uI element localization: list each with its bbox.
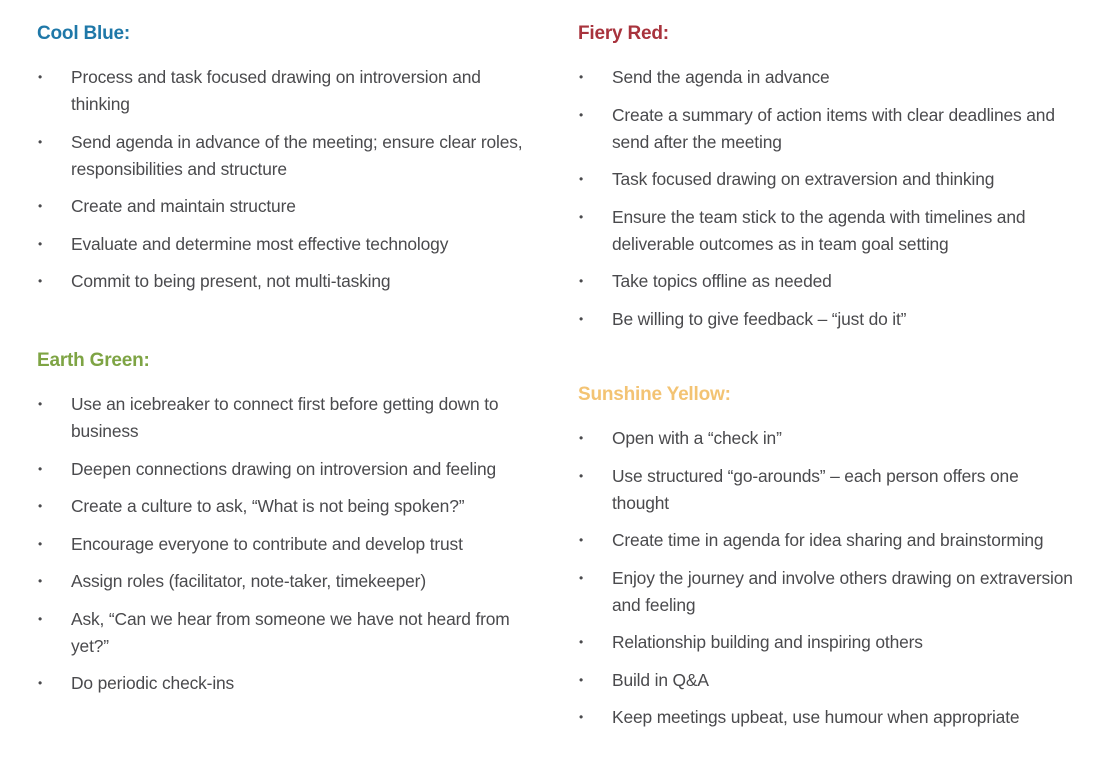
- section-heading-earth-green: Earth Green:: [37, 350, 150, 371]
- bullet-list-sunshine-yellow: [578, 425, 1078, 731]
- bullet-icon: •: [579, 274, 584, 288]
- list-item-text: Create time in agenda for idea sharing and brainstorming: [612, 530, 1044, 550]
- list-item-text: Evaluate and determine most effective technology: [71, 233, 449, 254]
- bullet-icon: •: [38, 70, 43, 84]
- list-item: [578, 565, 1078, 619]
- bullet-icon: •: [579, 468, 584, 483]
- bullet-icon: •: [38, 574, 43, 588]
- list-item: [578, 102, 1078, 156]
- list-item: [578, 166, 1078, 193]
- list-item-text: Ensure the team stick to the agenda with timelines and deliverable outcomes as in team goal setting: [612, 206, 1026, 254]
- list-item-text: Keep meetings upbeat, use humour when appropriate: [612, 707, 1020, 727]
- list-item-text: Create a summary of action items with clear deadlines and send after the meeting: [612, 104, 1055, 152]
- section-heading-cool-blue: Cool Blue:: [37, 23, 130, 44]
- list-item: [578, 667, 1078, 694]
- list-item: [37, 606, 537, 660]
- bullet-icon: •: [38, 134, 43, 149]
- bullet-icon: •: [579, 172, 584, 186]
- list-item: [578, 425, 1078, 452]
- list-item-text: Use an icebreaker to connect first before getting down to business: [71, 394, 499, 441]
- list-item-text: Process and task focused drawing on introversion and thinking: [71, 67, 481, 114]
- bullet-icon: •: [38, 236, 43, 251]
- bullet-icon: •: [579, 209, 584, 224]
- bullet-list-fiery-red: [578, 64, 1078, 333]
- list-item-text: Deepen connections drawing on introversion and feeling: [71, 458, 497, 479]
- bullet-icon: •: [579, 672, 584, 687]
- list-item: [578, 204, 1078, 258]
- bullet-icon: •: [38, 536, 43, 551]
- list-item: [578, 306, 1078, 333]
- list-item-text: Take topics offline as needed: [612, 271, 832, 291]
- bullet-icon: •: [579, 570, 584, 585]
- section-sunshine-yellow: [578, 382, 1078, 742]
- list-item: [578, 629, 1078, 656]
- list-item: [578, 463, 1078, 517]
- list-item: [37, 456, 537, 483]
- list-item-text: Open with a “check in”: [612, 428, 782, 448]
- list-item-text: Use structured “go-arounds” – each person offers one thought: [612, 465, 1019, 513]
- list-item-text: Task focused drawing on extraversion and thinking: [612, 169, 995, 189]
- list-item: [37, 391, 537, 445]
- section-heading-fiery-red: Fiery Red:: [578, 23, 669, 44]
- section-earth-green: [37, 348, 537, 708]
- bullet-icon: •: [579, 431, 584, 445]
- list-item-text: Send agenda in advance of the meeting; ensure clear roles, responsibilities and structure: [71, 131, 523, 179]
- bullet-icon: •: [579, 70, 584, 84]
- list-item-text: Enjoy the journey and involve others drawing on extraversion and feeling: [612, 567, 1073, 615]
- list-item: [37, 493, 537, 520]
- bullet-icon: •: [579, 107, 584, 122]
- list-item-text: Encourage everyone to contribute and develop trust: [71, 533, 463, 554]
- bullet-list-cool-blue: [37, 64, 537, 295]
- section-heading-sunshine-yellow: Sunshine Yellow:: [578, 384, 731, 405]
- list-item: [578, 704, 1078, 731]
- list-item: [578, 268, 1078, 295]
- list-item-text: Create and maintain structure: [71, 196, 296, 216]
- list-item-text: Ask, “Can we hear from someone we have not heard from yet?”: [71, 608, 510, 656]
- bullet-icon: •: [38, 611, 43, 626]
- list-item-text: Assign roles (facilitator, note-taker, timekeeper): [71, 571, 426, 591]
- bullet-list-earth-green: [37, 391, 537, 697]
- bullet-icon: •: [38, 274, 43, 288]
- section-fiery-red: [578, 21, 1078, 343]
- bullet-icon: •: [38, 461, 43, 476]
- list-item: [578, 64, 1078, 91]
- list-item: [578, 527, 1078, 554]
- list-item: [37, 531, 537, 558]
- list-item-text: Commit to being present, not multi-tasking: [71, 271, 391, 291]
- bullet-icon: •: [579, 533, 584, 547]
- bullet-icon: •: [579, 635, 584, 649]
- list-item: [37, 670, 537, 697]
- list-item-text: Send the agenda in advance: [612, 67, 830, 87]
- bullet-icon: •: [38, 199, 43, 213]
- list-item-text: Create a culture to ask, “What is not being spoken?”: [71, 496, 465, 516]
- list-item: [37, 193, 537, 220]
- bullet-icon: •: [38, 499, 43, 513]
- bullet-icon: •: [38, 397, 43, 411]
- list-item: [37, 568, 537, 595]
- list-item-text: Relationship building and inspiring others: [612, 632, 923, 652]
- list-item: [37, 231, 537, 258]
- list-item: [37, 64, 537, 118]
- bullet-icon: •: [579, 311, 584, 326]
- list-item-text: Do periodic check-ins: [71, 673, 235, 693]
- list-item: [37, 129, 537, 183]
- list-item-text: Be willing to give feedback – “just do it”: [612, 308, 907, 329]
- section-cool-blue: [37, 21, 537, 306]
- list-item-text: Build in Q&A: [612, 669, 709, 690]
- bullet-icon: •: [579, 710, 584, 724]
- bullet-icon: •: [38, 676, 43, 690]
- list-item: [37, 268, 537, 295]
